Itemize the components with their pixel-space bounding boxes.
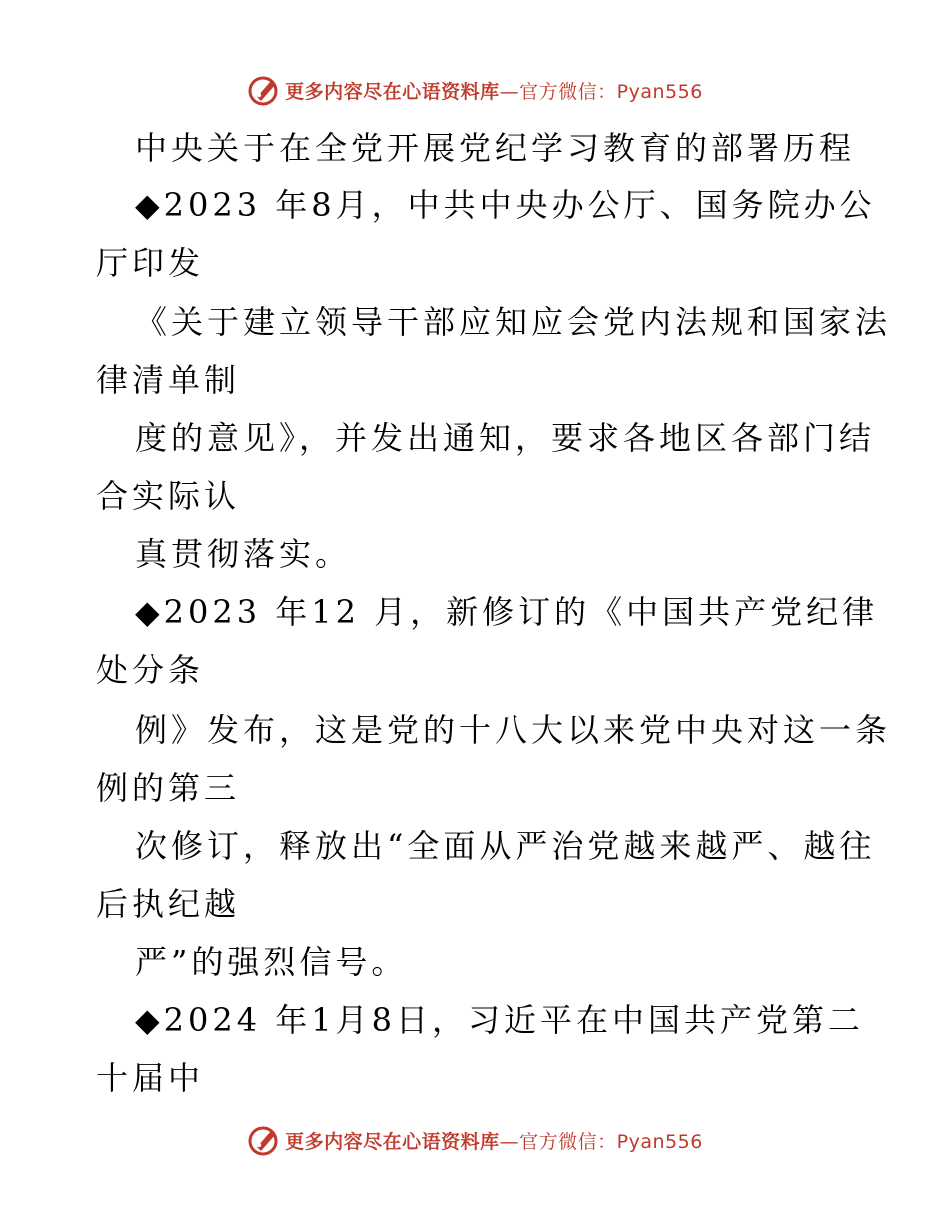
text-line: 例》发布，这是党的十八大以来党中央对这一条	[135, 711, 892, 749]
text-line: 处分条	[96, 651, 205, 689]
header-watermark	[0, 70, 950, 110]
text-line: 真贯彻落实。	[135, 535, 352, 573]
text-line: ◆2023 年12 月，新修订的《中国共产党纪律	[135, 593, 879, 631]
text-line: ◆2023 年8月，中共中央办公厅、国务院办公	[135, 186, 876, 224]
text-line: 后执纪越	[96, 885, 241, 923]
text-line: 度的意见》，并发出通知，要求各地区各部门结	[135, 419, 876, 457]
text-line: 十届中	[96, 1059, 205, 1097]
document-title: 中央关于在全党开展党纪学习教育的部署历程	[135, 129, 856, 167]
watermark-text	[285, 77, 703, 104]
watermark-main: 更多内容尽在心语资料库	[285, 80, 500, 103]
text-line: 厅印发	[96, 244, 205, 282]
text-line: 律清单制	[96, 361, 241, 399]
footer-watermark	[0, 1120, 950, 1160]
watermark-separator: —	[499, 1130, 520, 1153]
text-line: 《关于建立领导干部应知应会党内法规和国家法	[135, 303, 892, 341]
watermark-separator: —	[499, 80, 520, 103]
watermark-contact: 官方微信：Pyan556	[519, 1130, 703, 1153]
text-line: 例的第三	[96, 769, 241, 807]
text-line: 严”的强烈信号。	[135, 943, 408, 981]
text-line: ◆2024 年1月8日，习近平在中国共产党第二	[135, 1001, 864, 1039]
watermark-main: 更多内容尽在心语资料库	[285, 1130, 500, 1153]
watermark-text	[285, 1127, 703, 1154]
text-line: 次修订，释放出“全面从严治党越来越严、越往	[135, 827, 876, 865]
text-line: 合实际认	[96, 477, 241, 515]
pen-nib-logo-icon	[247, 1123, 281, 1157]
pen-nib-logo-icon	[247, 73, 281, 107]
watermark-contact: 官方微信：Pyan556	[519, 80, 703, 103]
